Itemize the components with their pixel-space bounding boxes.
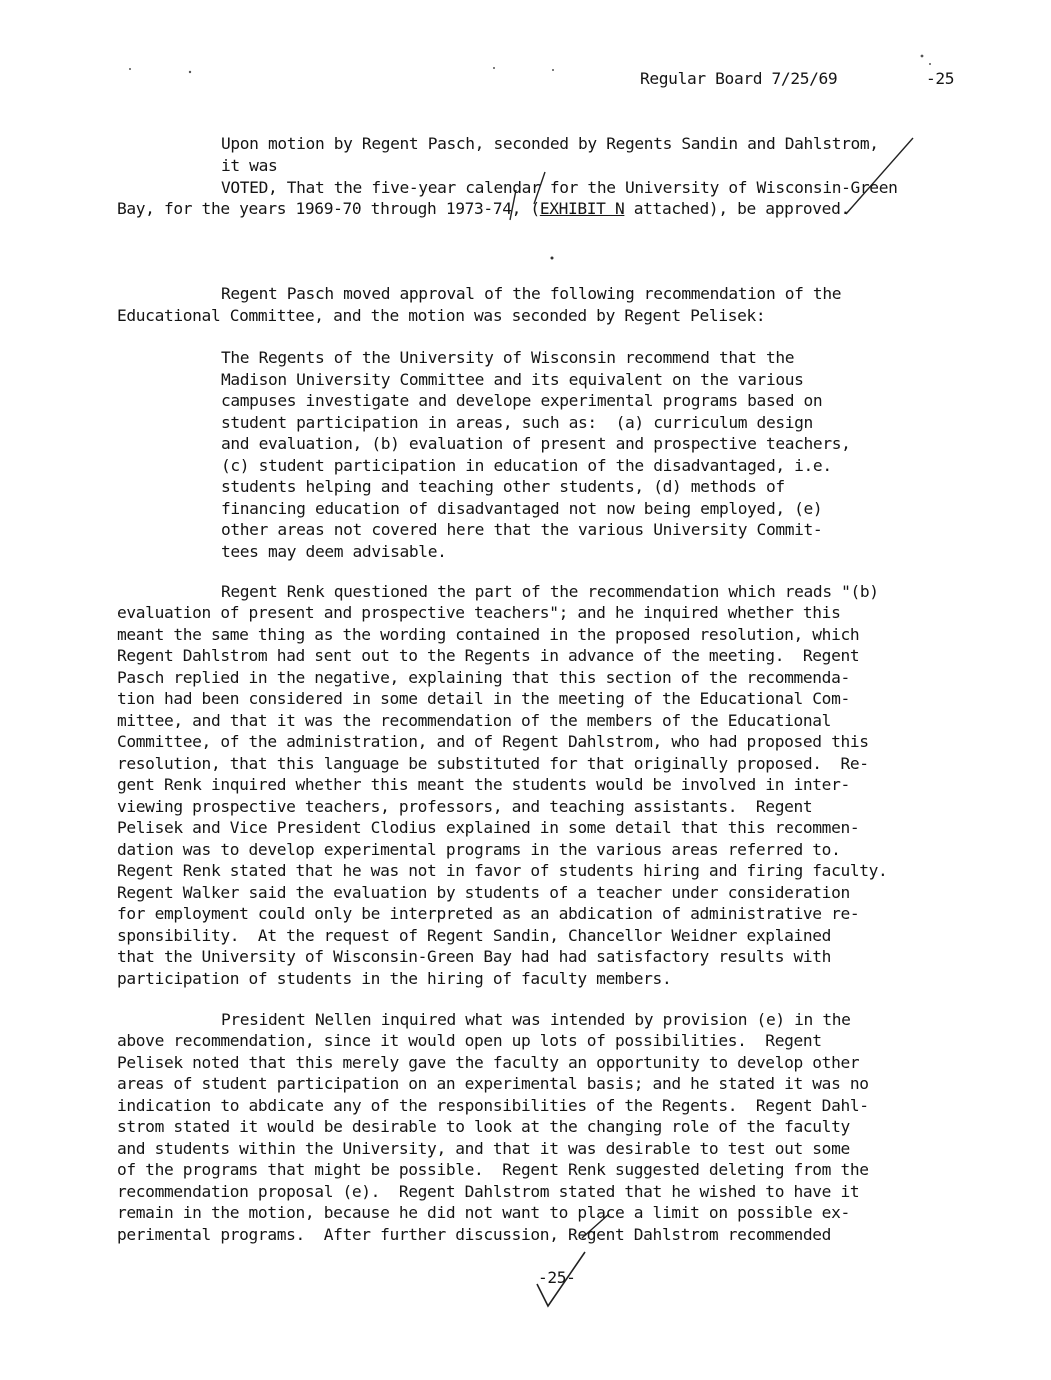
text-line: Madison University Committee and its equivalent on the various bbox=[221, 370, 804, 389]
text-line: Regent Pasch moved approval of the following recommendation of the bbox=[221, 284, 842, 303]
text-line: Regent Renk stated that he was not in favor of students hiring and firing faculty. bbox=[117, 861, 888, 880]
text-line: Committee, of the administration, and of Regent Dahlstrom, who had proposed this bbox=[117, 732, 869, 751]
text-line: areas of student participation on an experimental basis; and he stated it was no bbox=[117, 1074, 869, 1093]
text-line: (c) student participation in education of the disadvantaged, i.e. bbox=[221, 456, 832, 475]
speck-mark bbox=[921, 55, 924, 58]
text-line: that the University of Wisconsin-Green Bay had had satisfactory results with bbox=[117, 947, 832, 966]
text-line: Regent Dahlstrom had sent out to the Regents in advance of the meeting. Regent bbox=[117, 646, 860, 665]
text-line: sponsibility. At the request of Regent Sandin, Chancellor Weidner explained bbox=[117, 926, 832, 945]
text-line: Pelisek and Vice President Clodius explained in some detail that this recommen- bbox=[117, 818, 860, 837]
text-line: Pasch replied in the negative, explaining that this section of the recommenda- bbox=[117, 668, 850, 687]
text-line: remain in the motion, because he did not want to place a limit on possible ex- bbox=[117, 1203, 850, 1222]
text-line: student participation in areas, such as: (a) curriculum design bbox=[221, 413, 813, 432]
text-line: mittee, and that it was the recommendation of the members of the Educational bbox=[117, 711, 832, 730]
header-title: Regular Board 7/25/69 bbox=[640, 69, 838, 88]
speck-mark bbox=[552, 69, 554, 71]
text-line: The Regents of the University of Wisconsin recommend that the bbox=[221, 348, 795, 367]
text-segment: attached), be approved. bbox=[624, 199, 850, 218]
text-line: Regent Walker said the evaluation by students of a teacher under consideration bbox=[117, 883, 850, 902]
speck-mark bbox=[493, 67, 495, 69]
text-line: Regent Renk questioned the part of the recommendation which reads "(b) bbox=[221, 582, 879, 601]
text-line: strom stated it would be desirable to look at the changing role of the faculty bbox=[117, 1117, 850, 1136]
text-line: viewing prospective teachers, professors, and teaching assistants. Regent bbox=[117, 797, 813, 816]
text-line: other areas not covered here that the various University Commit- bbox=[221, 520, 823, 539]
text-line: VOTED, That the five-year calendar for the University of Wisconsin-Green bbox=[221, 178, 898, 197]
text-line: Educational Committee, and the motion was seconded by Regent Pelisek: bbox=[117, 306, 766, 325]
text-line: Pelisek noted that this merely gave the faculty an opportunity to develop other bbox=[117, 1053, 860, 1072]
text-line: meant the same thing as the wording contained in the proposed resolution, which bbox=[117, 625, 860, 644]
text-line: tion had been considered in some detail in the meeting of the Educational Com- bbox=[117, 689, 850, 708]
text-line: resolution, that this language be substituted for that originally proposed. Re- bbox=[117, 754, 869, 773]
exhibit-reference: EXHIBIT N bbox=[539, 199, 625, 218]
text-line bbox=[117, 201, 850, 217]
text-line: gent Renk inquired whether this meant the students would be involved in inter- bbox=[117, 775, 850, 794]
text-segment: Bay, for the years 1969-70 through 1973-74, ( bbox=[117, 199, 540, 218]
text-line: financing education of disadvantaged not now being employed, (e) bbox=[221, 499, 823, 518]
text-line: campuses investigate and develope experimental programs based on bbox=[221, 391, 823, 410]
text-line: for employment could only be interpreted as an abdication of administrative re- bbox=[117, 904, 860, 923]
speck-mark bbox=[189, 71, 191, 73]
text-line: students helping and teaching other students, (d) methods of bbox=[221, 477, 785, 496]
speck-mark bbox=[129, 68, 131, 70]
text-line: evaluation of present and prospective teachers"; and he inquired whether this bbox=[117, 603, 841, 622]
speck-mark bbox=[551, 257, 554, 260]
text-line: and evaluation, (b) evaluation of present and prospective teachers, bbox=[221, 434, 851, 453]
speck-mark bbox=[929, 63, 931, 65]
text-line: tees may deem advisable. bbox=[221, 542, 447, 561]
text-line: indication to abdicate any of the responsibilities of the Regents. Regent Dahl- bbox=[117, 1096, 869, 1115]
text-line: President Nellen inquired what was intended by provision (e) in the bbox=[221, 1010, 851, 1029]
text-line: participation of students in the hiring of faculty members. bbox=[117, 969, 672, 988]
text-line: and students within the University, and that it was desirable to test out some bbox=[117, 1139, 850, 1158]
text-line: dation was to develop experimental programs in the various areas referred to. bbox=[117, 840, 841, 859]
text-line: recommendation proposal (e). Regent Dahlstrom stated that he wished to have it bbox=[117, 1182, 860, 1201]
header-page-ref: -25 bbox=[926, 69, 955, 88]
text-line: Upon motion by Regent Pasch, seconded by Regents Sandin and Dahlstrom, bbox=[221, 134, 879, 153]
text-line: it was bbox=[221, 156, 278, 175]
page-number: -25- bbox=[538, 1268, 576, 1287]
text-line: above recommendation, since it would open up lots of possibilities. Regent bbox=[117, 1031, 822, 1050]
text-line: perimental programs. After further discussion, Regent Dahlstrom recommended bbox=[117, 1225, 832, 1244]
text-line: of the programs that might be possible. Regent Renk suggested deleting from the bbox=[117, 1160, 869, 1179]
